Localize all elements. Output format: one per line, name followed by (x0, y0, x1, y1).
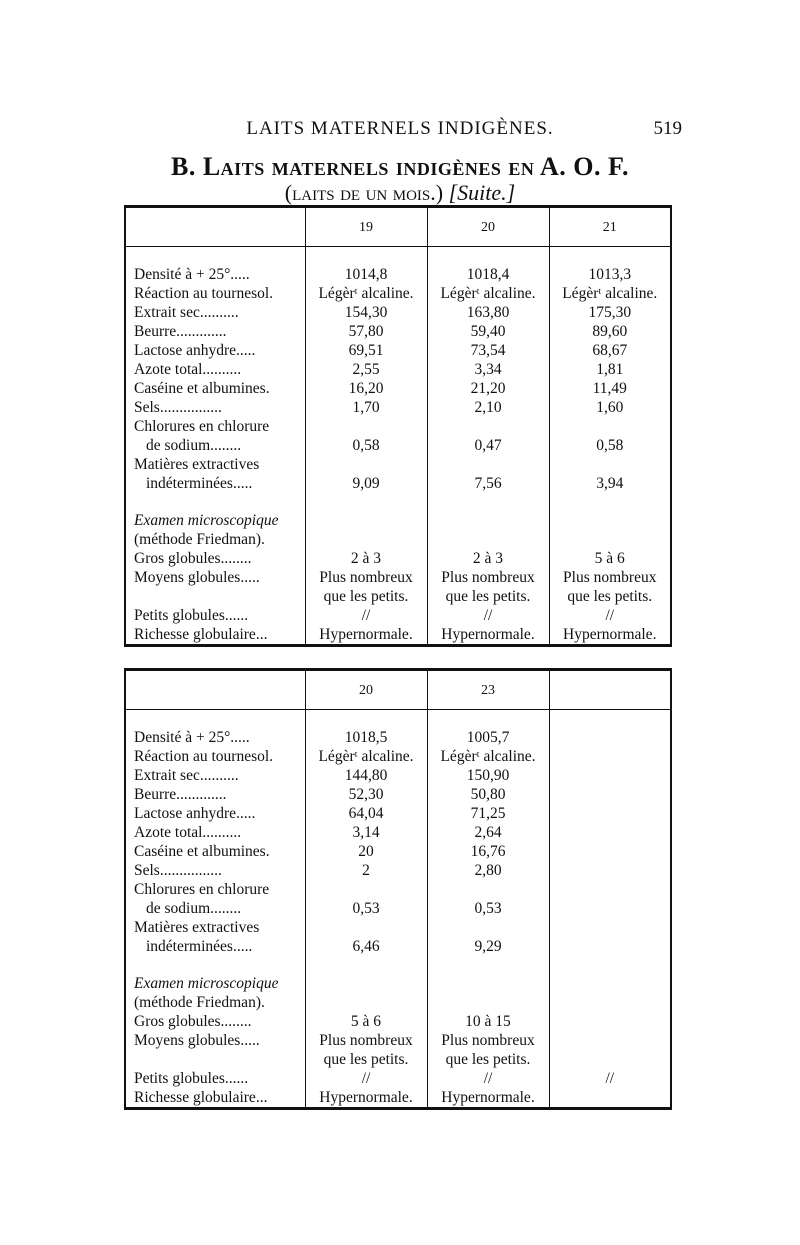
spacer-row (125, 493, 671, 511)
cell: 59,40 (427, 322, 549, 341)
cell: 1013,3 (549, 265, 671, 284)
table-milk-analysis-1 (124, 205, 672, 647)
table-row (125, 322, 671, 341)
cell: 175,30 (549, 303, 671, 322)
cell: 0,53 (305, 899, 427, 918)
table-row (125, 530, 671, 549)
cell: 11,49 (549, 379, 671, 398)
table-header-row (125, 670, 671, 710)
table-row (125, 899, 671, 918)
cell: Plus nombreux (305, 1031, 427, 1050)
table-row (125, 360, 671, 379)
cell: 2,64 (427, 823, 549, 842)
cell (549, 766, 671, 785)
cell: 7,56 (427, 474, 549, 493)
cell: 6,46 (305, 937, 427, 956)
cell: 150,90 (427, 766, 549, 785)
row-label: Gros globules........ (134, 1013, 252, 1030)
cell: 1005,7 (427, 728, 549, 747)
cell: que les petits. (305, 1050, 427, 1069)
cell: 71,25 (427, 804, 549, 823)
cell (549, 804, 671, 823)
cell: 2 à 3 (305, 549, 427, 568)
cell: Légèrᵗ alcaline. (305, 747, 427, 766)
header-empty-cell (125, 670, 305, 710)
row-label: Sels................ (134, 862, 222, 879)
row-label: Azote total.......... (134, 824, 242, 841)
page-number: 519 (653, 118, 682, 139)
section-letter: B. (171, 152, 196, 181)
cell (549, 842, 671, 861)
cell: Hypernormale. (305, 625, 427, 646)
cell: 50,80 (427, 785, 549, 804)
cell: 2 à 3 (427, 549, 549, 568)
table-row (125, 625, 671, 646)
cell: 2,10 (427, 398, 549, 417)
row-label: Extrait sec.......... (134, 767, 239, 784)
cell: Plus nombreux (427, 1031, 549, 1050)
row-label: (méthode Friedman). (134, 531, 265, 548)
row-label: indéterminées..... (146, 475, 253, 492)
row-label: Beurre............. (134, 323, 227, 340)
spacer-row (125, 247, 671, 266)
table-row (125, 974, 671, 993)
table-row (125, 937, 671, 956)
cell: Légèrᵗ alcaline. (549, 284, 671, 303)
cell: Légèrᵗ alcaline. (427, 284, 549, 303)
column-header: 23 (427, 670, 549, 710)
cell: 1018,5 (305, 728, 427, 747)
row-label: Extrait sec.......... (134, 304, 239, 321)
cell: 10 à 15 (427, 1012, 549, 1031)
cell: 9,29 (427, 937, 549, 956)
cell: 5 à 6 (549, 549, 671, 568)
section-title (0, 152, 800, 182)
cell: 21,20 (427, 379, 549, 398)
table-row (125, 842, 671, 861)
cell (549, 747, 671, 766)
table-row (125, 549, 671, 568)
cell: 16,76 (427, 842, 549, 861)
table-row (125, 303, 671, 322)
header-empty-cell (125, 207, 305, 247)
column-header: 20 (305, 670, 427, 710)
row-label: Réaction au tournesol. (134, 285, 274, 302)
cell: // (427, 1069, 549, 1088)
table-row (125, 511, 671, 530)
table-row (125, 379, 671, 398)
table-row (125, 1050, 671, 1069)
row-label: indéterminées..... (146, 938, 253, 955)
cell: 0,58 (305, 436, 427, 455)
cell: 163,80 (427, 303, 549, 322)
cell (549, 1031, 671, 1050)
row-label: Examen microscopique (134, 975, 279, 992)
cell: 1018,4 (427, 265, 549, 284)
cell: 144,80 (305, 766, 427, 785)
spacer-row (125, 956, 671, 974)
running-head (0, 118, 800, 142)
row-label: Richesse globulaire... (134, 1089, 268, 1106)
table-row (125, 436, 671, 455)
table-row (125, 587, 671, 606)
row-label: Lactose anhydre..... (134, 342, 256, 359)
table-row (125, 785, 671, 804)
cell: Hypernormale. (549, 625, 671, 646)
cell: Légèrᵗ alcaline. (305, 284, 427, 303)
cell: 20 (305, 842, 427, 861)
cell (549, 728, 671, 747)
table-row (125, 341, 671, 360)
row-label: Azote total.......... (134, 361, 242, 378)
cell: // (305, 1069, 427, 1088)
table-header-row (125, 207, 671, 247)
row-label: Petits globules...... (134, 1070, 249, 1087)
cell: Hypernormale. (427, 625, 549, 646)
row-label: Sels................ (134, 399, 222, 416)
cell: 16,20 (305, 379, 427, 398)
running-head-title: LAITS MATERNELS INDIGÈNES. (246, 118, 554, 139)
spacer-row (125, 710, 671, 729)
cell: 2 (305, 861, 427, 880)
section-subtitle (0, 180, 800, 206)
column-header (549, 670, 671, 710)
table-row (125, 766, 671, 785)
row-label: Chlorures en chlorure (134, 418, 270, 435)
cell: 2,80 (427, 861, 549, 880)
table-row (125, 823, 671, 842)
cell (549, 785, 671, 804)
row-label: Beurre............. (134, 786, 227, 803)
cell: 3,14 (305, 823, 427, 842)
table-row (125, 1069, 671, 1088)
cell: 89,60 (549, 322, 671, 341)
table-row (125, 993, 671, 1012)
cell: // (549, 606, 671, 625)
cell: 5 à 6 (305, 1012, 427, 1031)
cell: 1,70 (305, 398, 427, 417)
row-label: Lactose anhydre..... (134, 805, 256, 822)
table-row (125, 861, 671, 880)
row-label: Richesse globulaire... (134, 626, 268, 643)
table-milk-analysis-2 (124, 668, 672, 1110)
row-label: Caséine et albumines. (134, 380, 270, 397)
cell: Plus nombreux (305, 568, 427, 587)
cell: 64,04 (305, 804, 427, 823)
cell: Hypernormale. (427, 1088, 549, 1109)
cell (549, 899, 671, 918)
cell: 1,60 (549, 398, 671, 417)
cell (549, 1050, 671, 1069)
subtitle-text: (laits de un mois.) (284, 180, 444, 205)
row-label: Petits globules...... (134, 607, 249, 624)
cell: Légèrᵗ alcaline. (427, 747, 549, 766)
cell: Plus nombreux (427, 568, 549, 587)
row-label: Matières extractives (134, 456, 260, 473)
row-label: Densité à + 25°..... (134, 729, 250, 746)
column-header: 19 (305, 207, 427, 247)
row-label: Matières extractives (134, 919, 260, 936)
cell (549, 1088, 671, 1109)
cell (549, 1012, 671, 1031)
cell (549, 823, 671, 842)
table-row (125, 728, 671, 747)
cell: 73,54 (427, 341, 549, 360)
row-label: Moyens globules..... (134, 1032, 260, 1049)
cell (549, 861, 671, 880)
cell: Hypernormale. (305, 1088, 427, 1109)
table-row (125, 804, 671, 823)
cell: // (549, 1069, 671, 1088)
table-row (125, 568, 671, 587)
cell: 0,53 (427, 899, 549, 918)
cell: que les petits. (427, 1050, 549, 1069)
cell (549, 937, 671, 956)
cell: 57,80 (305, 322, 427, 341)
cell: 1,81 (549, 360, 671, 379)
cell: 0,58 (549, 436, 671, 455)
cell: 9,09 (305, 474, 427, 493)
table-row (125, 1088, 671, 1109)
cell: Plus nombreux (549, 568, 671, 587)
row-label: Examen microscopique (134, 512, 279, 529)
row-label: de sodium........ (146, 900, 242, 917)
table-row (125, 284, 671, 303)
row-label: (méthode Friedman). (134, 994, 265, 1011)
cell: que les petits. (427, 587, 549, 606)
section-title-text: Laits maternels indigènes en A. O. F. (202, 152, 629, 181)
cell: // (427, 606, 549, 625)
table-row (125, 265, 671, 284)
row-label: Densité à + 25°..... (134, 266, 250, 283)
row-label: de sodium........ (146, 437, 242, 454)
column-header: 21 (549, 207, 671, 247)
row-label: Chlorures en chlorure (134, 881, 270, 898)
table-row (125, 606, 671, 625)
cell: 0,47 (427, 436, 549, 455)
table-row (125, 918, 671, 937)
table-row (125, 417, 671, 436)
cell: 3,34 (427, 360, 549, 379)
cell: 52,30 (305, 785, 427, 804)
row-label: Moyens globules..... (134, 569, 260, 586)
table-row (125, 880, 671, 899)
cell: 69,51 (305, 341, 427, 360)
cell: 1014,8 (305, 265, 427, 284)
row-label: Caséine et albumines. (134, 843, 270, 860)
table-row (125, 1012, 671, 1031)
cell: // (305, 606, 427, 625)
cell: 2,55 (305, 360, 427, 379)
table-row (125, 398, 671, 417)
cell: 154,30 (305, 303, 427, 322)
table-row (125, 747, 671, 766)
cell: 3,94 (549, 474, 671, 493)
table-row (125, 455, 671, 474)
column-header: 20 (427, 207, 549, 247)
table-row (125, 1031, 671, 1050)
cell: que les petits. (305, 587, 427, 606)
suite-bracket: [Suite.] (448, 180, 516, 205)
row-label: Gros globules........ (134, 550, 252, 567)
cell: que les petits. (549, 587, 671, 606)
table-row (125, 474, 671, 493)
cell: 68,67 (549, 341, 671, 360)
row-label: Réaction au tournesol. (134, 748, 274, 765)
